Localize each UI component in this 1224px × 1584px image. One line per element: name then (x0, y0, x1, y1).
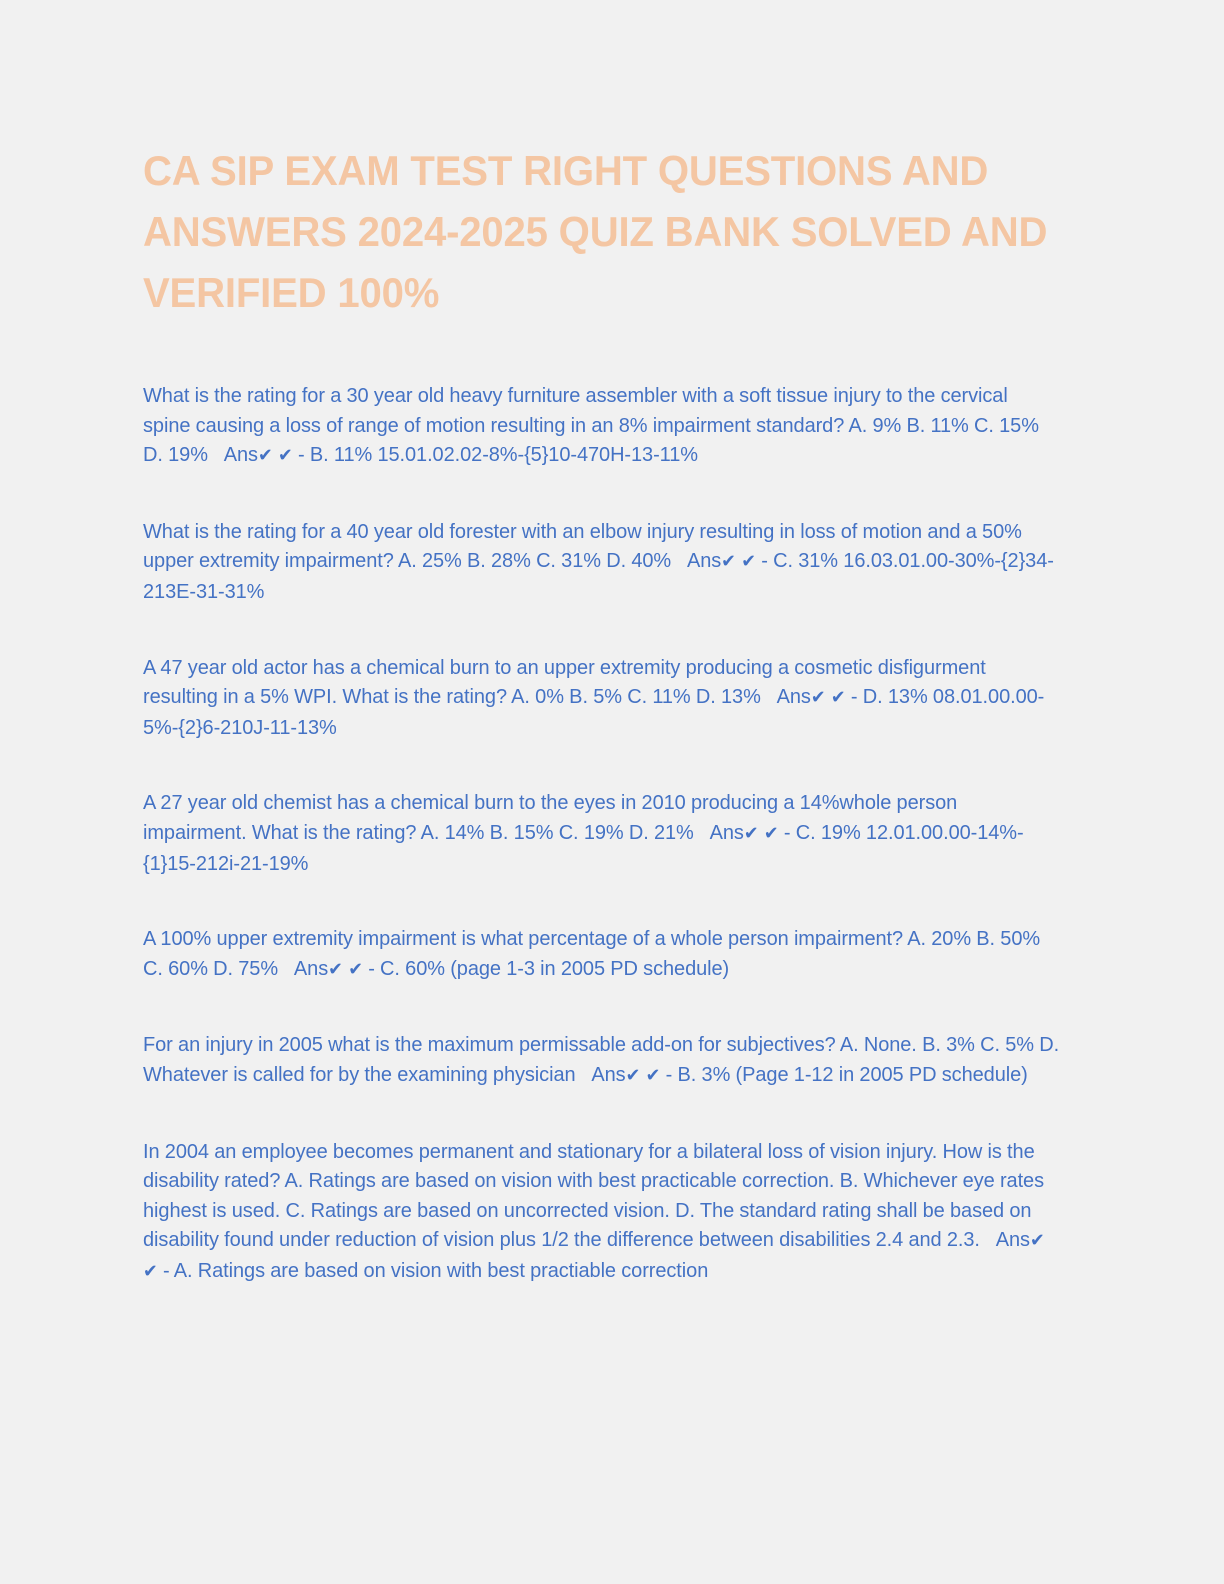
question-text: A 47 year old actor has a chemical burn to an upper extremity producing a cosmetic disfigurment resulting in a 5% WPI. What is the rating? A. 0% B. 5% C. 11% D. 13% (143, 655, 992, 709)
question-text: What is the rating for a 30 year old heavy furniture assembler with a soft tissue injury to the cervical spine causing a loss of range of motion resulting in an 8% impairment standard? A. 9% B. 11% C. 15% D. 19% (143, 384, 1045, 467)
answer-label: Ans (995, 1228, 1030, 1252)
verified-check-icon: ✔ ✔ (810, 687, 846, 709)
qa-block (143, 924, 1060, 984)
answer-text: - D. 13% 08.01.00.00-5%-{2}6-210J-11-13% (143, 685, 1045, 739)
answer-label: Ans (591, 1062, 626, 1086)
answer-label: Ans (776, 685, 811, 709)
answer-text: - B. 3% (Page 1-12 in 2005 PD schedule) (665, 1062, 1028, 1086)
question-text: A 100% upper extremity impairment is what percentage of a whole person impairment? A. 20% B. 50% C. 60% D. 75% (143, 927, 1046, 980)
question-answer-list (143, 381, 1065, 1286)
qa-block (143, 1137, 1060, 1287)
answer-text: - A. Ratings are based on vision with best practiable correction (163, 1258, 709, 1282)
verified-check-icon: ✔ ✔ (328, 958, 363, 980)
qa-block (143, 653, 1060, 743)
answer-label: Ans (293, 956, 329, 980)
question-text: In 2004 an employee becomes permanent and stationary for a bilateral loss of vision injury. How is the disability rated? A. Ratings are based on vision with best practicable correction. B. Whichever eye rates highest is used. C. Ratings are based on uncorrected vision. D. The standard rating shall be based on disability found under reduction of vision plus 1/2 the difference between disabilities 2.4 and 2.3. (143, 1139, 1050, 1252)
question-text: A 27 year old chemist has a chemical burn to the eyes in 2010 producing a 14%whole person impairment. What is the rating? A. 14% B. 15% C. 19% D. 21% (143, 791, 963, 844)
answer-label: Ans (223, 443, 258, 467)
answer-text: - C. 31% 16.03.01.00-30%-{2}34-213E-31-31% (143, 549, 1054, 603)
answer-label: Ans (709, 820, 744, 844)
question-text: What is the rating for a 40 year old forester with an elbow injury resulting in loss of motion and a 50% upper extremity impairment? A. 25% B. 28% C. 31% D. 40% (143, 519, 1028, 573)
qa-block (143, 381, 1060, 471)
answer-text: - C. 60% (page 1-3 in 2005 PD schedule) (368, 956, 730, 980)
qa-block (143, 1030, 1065, 1090)
qa-block (143, 517, 1060, 607)
document-content (143, 140, 1065, 1286)
verified-check-icon: ✔ ✔ (257, 445, 293, 467)
answer-text: - B. 11% 15.01.02.02-8%-{5}10-470H-13-11% (298, 443, 698, 467)
qa-block (143, 788, 1060, 878)
verified-check-icon: ✔ ✔ (143, 1230, 1051, 1282)
verified-check-icon: ✔ ✔ (721, 551, 756, 573)
verified-check-icon: ✔ ✔ (625, 1064, 661, 1086)
answer-label: Ans (686, 549, 722, 573)
question-text: For an injury in 2005 what is the maximum permissable add-on for subjectives? A. None. B. 3% C. 5% D. Whatever is called for by the examining physician (143, 1033, 1065, 1086)
page-title: CA SIP EXAM TEST RIGHT QUESTIONS AND ANSWERS 2024-2025 QUIZ BANK SOLVED AND VERIFIED 100% (143, 147, 1048, 316)
verified-check-icon: ✔ ✔ (743, 822, 779, 844)
answer-text: - C. 19% 12.01.00.00-14%-{1}15-212i-21-19% (143, 820, 1024, 875)
